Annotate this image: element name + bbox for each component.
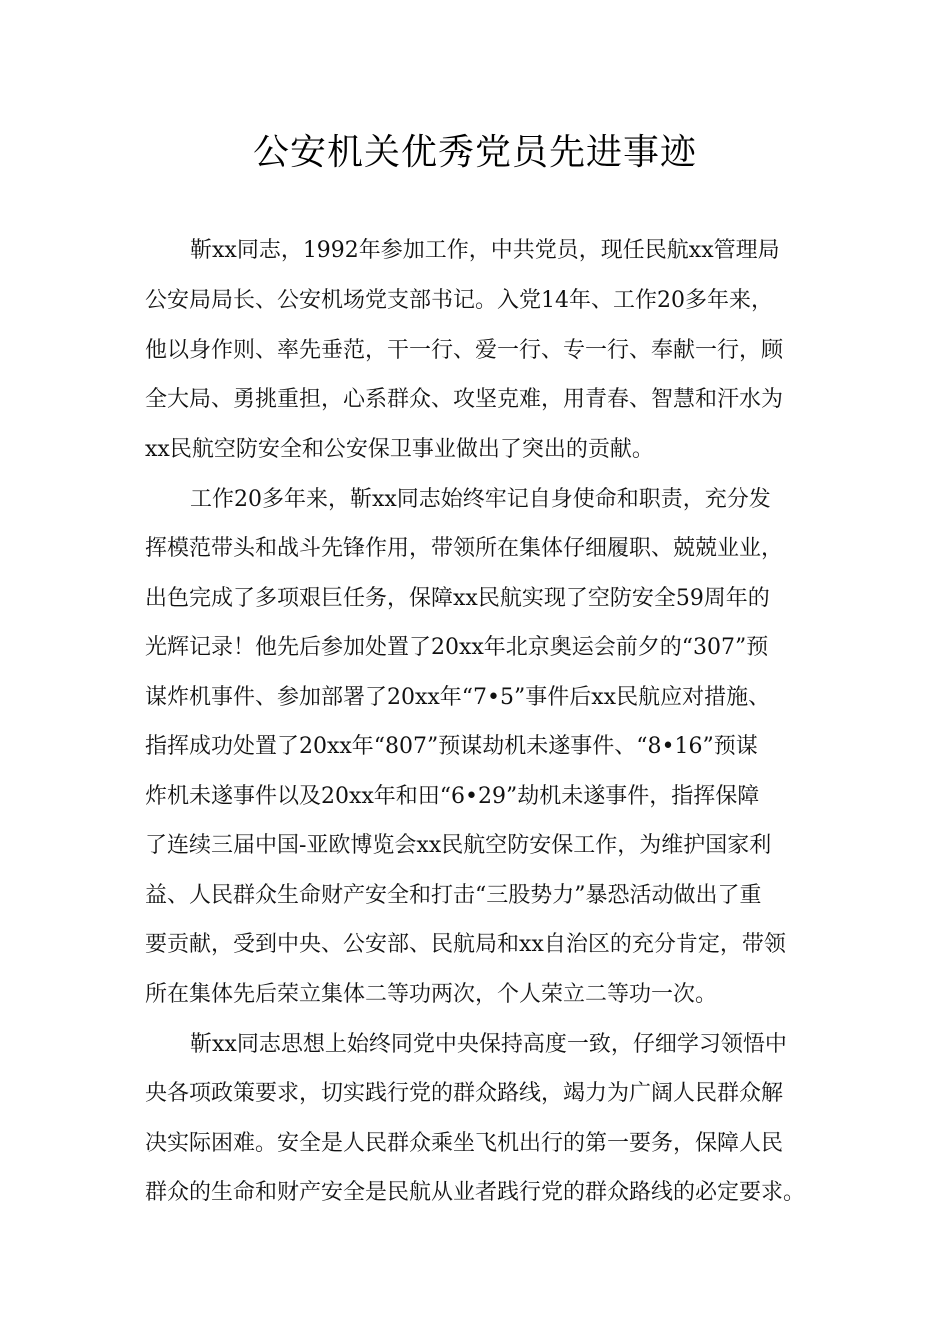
body-line: 炸机未遂事件以及20xx年和田“6•29”劫机未遂事件，指挥保障 [145,784,760,809]
body-line: 央各项政策要求，切实践行党的群众路线，竭力为广阔人民群众解 [145,1081,784,1106]
body-line: 出色完成了多项艰巨任务，保障xx民航实现了空防安全59周年的 [145,586,770,611]
document-title: 公安机关优秀党员先进事迹 [252,132,697,173]
body-line: 群众的生命和财产安全是民航从业者践行党的群众路线的必定要求。 [145,1180,806,1205]
body-line: 决实际困难。安全是人民群众乘坐飞机出行的第一要务，保障人民 [145,1131,784,1156]
body-line: 靳xx同志思想上始终同党中央保持高度一致，仔细学习领悟中 [190,1032,787,1057]
body-line: 益、人民群众生命财产安全和打击“三股势力”暴恐活动做出了重 [145,883,762,908]
body-line: xx民航空防安全和公安保卫事业做出了突出的贡献。 [145,437,654,462]
body-line: 他以身作则、率先垂范，干一行、爱一行、专一行、奉献一行，顾 [145,338,784,363]
body-line: 靳xx同志，1992年参加工作，中共党员，现任民航xx管理局 [190,238,780,263]
body-line: 指挥成功处置了20xx年“807”预谋劫机未遂事件、“8•16”预谋 [145,734,758,759]
body-line: 公安局局长、公安机场党支部书记。入党14年、工作20多年来， [145,288,773,313]
body-line: 所在集体先后荣立集体二等功两次，个人荣立二等功一次。 [145,982,718,1007]
body-line: 工作20多年来，靳xx同志始终牢记自身使命和职责，充分发 [190,487,771,512]
body-line: 光辉记录！他先后参加处置了20xx年北京奥运会前夕的“307”预 [145,635,769,660]
body-line: 要贡献，受到中央、公安部、民航局和xx自治区的充分肯定，带领 [145,932,786,957]
body-line: 挥模范带头和战斗先锋作用，带领所在集体仔细履职、兢兢业业， [145,536,784,561]
body-line: 全大局、勇挑重担，心系群众、攻坚克难，用青春、智慧和汗水为 [145,387,784,412]
body-line: 谋炸机事件、参加部署了20xx年“7•5”事件后xx民航应对措施、 [145,685,771,710]
body-line: 了连续三届中国-亚欧博览会xx民航空防安保工作，为维护国家利 [145,833,772,858]
